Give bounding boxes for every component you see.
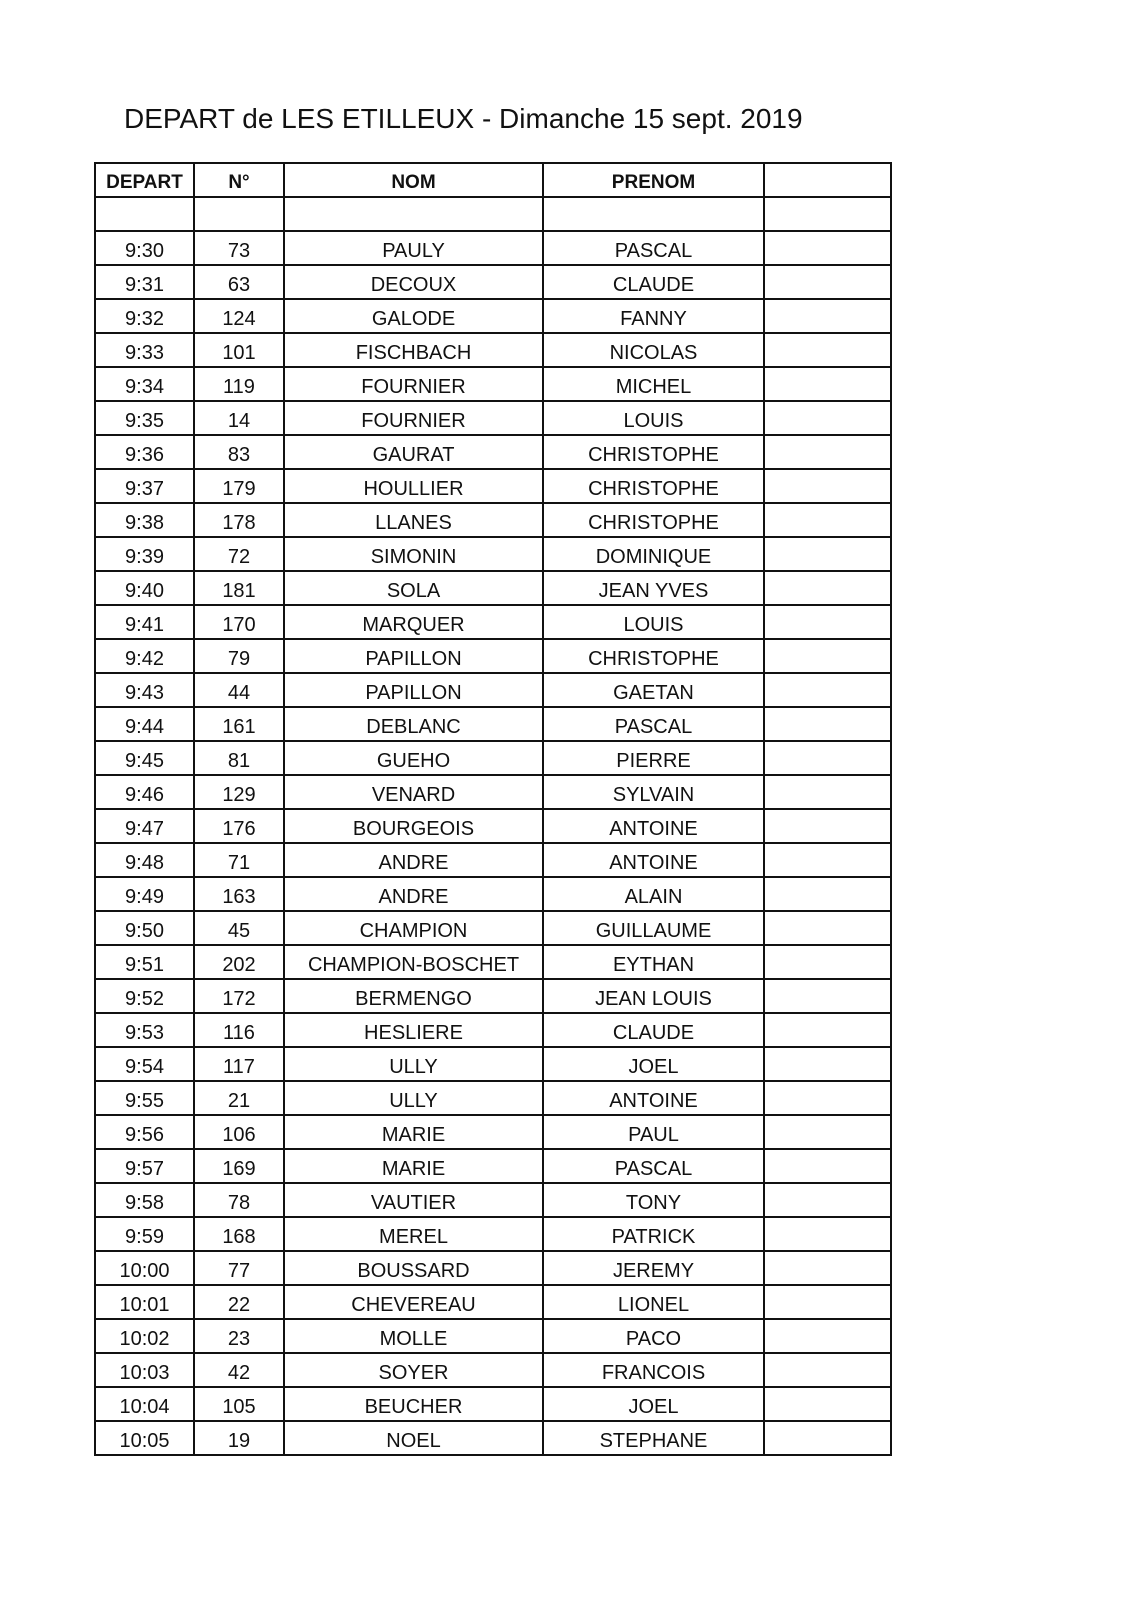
table-row — [95, 231, 891, 265]
cell-number: 72 — [194, 537, 284, 571]
table-row — [95, 605, 891, 639]
cell-number: 161 — [194, 707, 284, 741]
cell-nom: MARQUER — [284, 605, 543, 639]
cell-extra — [764, 333, 891, 367]
cell-nom: ULLY — [284, 1047, 543, 1081]
table-row — [95, 775, 891, 809]
cell-nom: SOYER — [284, 1353, 543, 1387]
cell-nom: CHEVEREAU — [284, 1285, 543, 1319]
cell-extra — [764, 673, 891, 707]
cell-number: 63 — [194, 265, 284, 299]
cell-number: 172 — [194, 979, 284, 1013]
cell-number: 14 — [194, 401, 284, 435]
table-row — [95, 945, 891, 979]
cell-nom: GUEHO — [284, 741, 543, 775]
table-row — [95, 979, 891, 1013]
header-depart: DEPART — [95, 163, 194, 197]
cell-prenom: CHRISTOPHE — [543, 639, 764, 673]
cell-extra — [764, 639, 891, 673]
cell-number: 124 — [194, 299, 284, 333]
cell-extra — [764, 1421, 891, 1455]
cell-extra — [764, 945, 891, 979]
cell-depart: 9:36 — [95, 435, 194, 469]
cell-nom: ANDRE — [284, 877, 543, 911]
cell-nom: PAULY — [284, 231, 543, 265]
cell-prenom: CHRISTOPHE — [543, 503, 764, 537]
cell-extra — [764, 265, 891, 299]
cell-depart: 9:40 — [95, 571, 194, 605]
cell-depart: 9:34 — [95, 367, 194, 401]
cell-depart: 9:45 — [95, 741, 194, 775]
cell-number: 105 — [194, 1387, 284, 1421]
cell-prenom: CLAUDE — [543, 1013, 764, 1047]
cell-nom: CHAMPION — [284, 911, 543, 945]
cell-number: 21 — [194, 1081, 284, 1115]
cell-extra — [764, 469, 891, 503]
cell-prenom: MICHEL — [543, 367, 764, 401]
page-title: DEPART de LES ETILLEUX - Dimanche 15 sept. 2019 — [124, 103, 803, 134]
table-row — [95, 1285, 891, 1319]
cell-nom: MARIE — [284, 1149, 543, 1183]
table-row — [95, 333, 891, 367]
table-row — [95, 1081, 891, 1115]
cell-nom: DECOUX — [284, 265, 543, 299]
cell-extra — [764, 1217, 891, 1251]
cell-nom: FISCHBACH — [284, 333, 543, 367]
cell-prenom: ANTOINE — [543, 1081, 764, 1115]
cell-nom: MARIE — [284, 1115, 543, 1149]
cell-extra — [764, 775, 891, 809]
cell-extra — [764, 299, 891, 333]
cell-extra — [764, 1013, 891, 1047]
cell-prenom: ALAIN — [543, 877, 764, 911]
cell-number: 117 — [194, 1047, 284, 1081]
cell-depart: 9:47 — [95, 809, 194, 843]
cell-extra — [764, 1047, 891, 1081]
cell-number: 170 — [194, 605, 284, 639]
cell-number: 45 — [194, 911, 284, 945]
table-row — [95, 367, 891, 401]
table-row — [95, 809, 891, 843]
cell-prenom: FANNY — [543, 299, 764, 333]
cell-number: 71 — [194, 843, 284, 877]
cell-nom: ANDRE — [284, 843, 543, 877]
cell-number: 169 — [194, 1149, 284, 1183]
cell-depart: 9:49 — [95, 877, 194, 911]
cell-prenom: LOUIS — [543, 401, 764, 435]
cell-depart: 9:32 — [95, 299, 194, 333]
cell-depart: 9:38 — [95, 503, 194, 537]
cell-depart: 9:51 — [95, 945, 194, 979]
cell-depart: 9:59 — [95, 1217, 194, 1251]
cell-extra — [764, 911, 891, 945]
cell-prenom: LOUIS — [543, 605, 764, 639]
cell-number: 77 — [194, 1251, 284, 1285]
cell-depart: 9:44 — [95, 707, 194, 741]
cell-prenom: JEAN YVES — [543, 571, 764, 605]
cell-extra — [764, 809, 891, 843]
cell-number: 23 — [194, 1319, 284, 1353]
cell-prenom: GAETAN — [543, 673, 764, 707]
table-row — [95, 1421, 891, 1455]
cell-prenom — [543, 197, 764, 231]
cell-prenom: GUILLAUME — [543, 911, 764, 945]
header-extra — [764, 163, 891, 197]
cell-extra — [764, 367, 891, 401]
table-row — [95, 1217, 891, 1251]
table-row — [95, 1319, 891, 1353]
cell-nom: GALODE — [284, 299, 543, 333]
cell-nom: VAUTIER — [284, 1183, 543, 1217]
cell-nom: FOURNIER — [284, 367, 543, 401]
header-number: N° — [194, 163, 284, 197]
cell-extra — [764, 1115, 891, 1149]
cell-number: 22 — [194, 1285, 284, 1319]
cell-extra — [764, 1183, 891, 1217]
table-row — [95, 503, 891, 537]
cell-prenom: PASCAL — [543, 707, 764, 741]
cell-extra — [764, 503, 891, 537]
table-row — [95, 435, 891, 469]
cell-extra — [764, 1285, 891, 1319]
cell-number: 119 — [194, 367, 284, 401]
cell-extra — [764, 1149, 891, 1183]
cell-number: 168 — [194, 1217, 284, 1251]
cell-nom: SIMONIN — [284, 537, 543, 571]
cell-number: 116 — [194, 1013, 284, 1047]
cell-extra — [764, 979, 891, 1013]
cell-nom: HESLIERE — [284, 1013, 543, 1047]
cell-number: 78 — [194, 1183, 284, 1217]
cell-number: 79 — [194, 639, 284, 673]
cell-extra — [764, 1387, 891, 1421]
cell-depart: 9:30 — [95, 231, 194, 265]
table-row — [95, 843, 891, 877]
cell-extra — [764, 877, 891, 911]
cell-prenom: PATRICK — [543, 1217, 764, 1251]
table-row — [95, 741, 891, 775]
cell-extra — [764, 197, 891, 231]
cell-prenom: PAUL — [543, 1115, 764, 1149]
cell-prenom: PACO — [543, 1319, 764, 1353]
cell-nom: HOULLIER — [284, 469, 543, 503]
table-row — [95, 1183, 891, 1217]
table-row — [95, 673, 891, 707]
cell-prenom: PIERRE — [543, 741, 764, 775]
table-body — [95, 197, 891, 1455]
cell-nom — [284, 197, 543, 231]
header-prenom: PRENOM — [543, 163, 764, 197]
cell-number — [194, 197, 284, 231]
cell-number: 163 — [194, 877, 284, 911]
table-row — [95, 571, 891, 605]
cell-number: 178 — [194, 503, 284, 537]
cell-number: 106 — [194, 1115, 284, 1149]
table-row — [95, 707, 891, 741]
cell-extra — [764, 741, 891, 775]
cell-depart: 9:37 — [95, 469, 194, 503]
cell-nom: MOLLE — [284, 1319, 543, 1353]
cell-depart: 9:53 — [95, 1013, 194, 1047]
table-row — [95, 1251, 891, 1285]
cell-extra — [764, 231, 891, 265]
cell-nom: BERMENGO — [284, 979, 543, 1013]
cell-extra — [764, 1251, 891, 1285]
cell-depart: 9:43 — [95, 673, 194, 707]
cell-depart: 9:35 — [95, 401, 194, 435]
cell-nom: FOURNIER — [284, 401, 543, 435]
cell-extra — [764, 1081, 891, 1115]
table-row — [95, 299, 891, 333]
cell-depart: 9:33 — [95, 333, 194, 367]
cell-prenom: PASCAL — [543, 1149, 764, 1183]
cell-nom: DEBLANC — [284, 707, 543, 741]
cell-extra — [764, 843, 891, 877]
cell-nom: PAPILLON — [284, 639, 543, 673]
cell-prenom: SYLVAIN — [543, 775, 764, 809]
cell-depart: 10:02 — [95, 1319, 194, 1353]
cell-depart: 9:55 — [95, 1081, 194, 1115]
cell-number: 181 — [194, 571, 284, 605]
cell-nom: MEREL — [284, 1217, 543, 1251]
cell-depart: 9:31 — [95, 265, 194, 299]
cell-depart: 9:41 — [95, 605, 194, 639]
table-row — [95, 401, 891, 435]
cell-prenom: FRANCOIS — [543, 1353, 764, 1387]
cell-prenom: ANTOINE — [543, 843, 764, 877]
cell-extra — [764, 571, 891, 605]
table-row — [95, 265, 891, 299]
cell-prenom: EYTHAN — [543, 945, 764, 979]
cell-depart: 9:52 — [95, 979, 194, 1013]
cell-depart: 9:50 — [95, 911, 194, 945]
cell-number: 176 — [194, 809, 284, 843]
table-row — [95, 1013, 891, 1047]
cell-prenom: CHRISTOPHE — [543, 469, 764, 503]
cell-extra — [764, 537, 891, 571]
cell-prenom: LIONEL — [543, 1285, 764, 1319]
cell-depart: 9:54 — [95, 1047, 194, 1081]
cell-nom: SOLA — [284, 571, 543, 605]
cell-nom: BOUSSARD — [284, 1251, 543, 1285]
table-row — [95, 1353, 891, 1387]
cell-number: 83 — [194, 435, 284, 469]
cell-nom: LLANES — [284, 503, 543, 537]
cell-depart — [95, 197, 194, 231]
cell-depart: 10:01 — [95, 1285, 194, 1319]
cell-number: 73 — [194, 231, 284, 265]
cell-prenom: JEREMY — [543, 1251, 764, 1285]
cell-depart: 10:00 — [95, 1251, 194, 1285]
cell-nom: BOURGEOIS — [284, 809, 543, 843]
cell-depart: 10:03 — [95, 1353, 194, 1387]
header-row — [95, 163, 891, 197]
cell-prenom: DOMINIQUE — [543, 537, 764, 571]
cell-number: 179 — [194, 469, 284, 503]
cell-prenom: CLAUDE — [543, 265, 764, 299]
cell-prenom: PASCAL — [543, 231, 764, 265]
cell-depart: 9:56 — [95, 1115, 194, 1149]
cell-number: 129 — [194, 775, 284, 809]
cell-depart: 9:57 — [95, 1149, 194, 1183]
cell-number: 44 — [194, 673, 284, 707]
cell-extra — [764, 435, 891, 469]
table-row — [95, 469, 891, 503]
cell-depart: 10:05 — [95, 1421, 194, 1455]
cell-depart: 9:48 — [95, 843, 194, 877]
cell-depart: 9:39 — [95, 537, 194, 571]
cell-number: 202 — [194, 945, 284, 979]
cell-extra — [764, 1319, 891, 1353]
cell-prenom: JEAN LOUIS — [543, 979, 764, 1013]
table-row — [95, 1387, 891, 1421]
cell-prenom: STEPHANE — [543, 1421, 764, 1455]
table-row — [95, 911, 891, 945]
cell-depart: 9:58 — [95, 1183, 194, 1217]
table-header — [95, 163, 891, 197]
cell-prenom: TONY — [543, 1183, 764, 1217]
cell-prenom: JOEL — [543, 1387, 764, 1421]
cell-extra — [764, 401, 891, 435]
cell-nom: ULLY — [284, 1081, 543, 1115]
table-row — [95, 537, 891, 571]
cell-prenom: ANTOINE — [543, 809, 764, 843]
table-row — [95, 1149, 891, 1183]
cell-number: 42 — [194, 1353, 284, 1387]
cell-prenom: CHRISTOPHE — [543, 435, 764, 469]
cell-depart: 9:46 — [95, 775, 194, 809]
cell-prenom: NICOLAS — [543, 333, 764, 367]
cell-number: 101 — [194, 333, 284, 367]
cell-prenom: JOEL — [543, 1047, 764, 1081]
cell-nom: BEUCHER — [284, 1387, 543, 1421]
table-row — [95, 639, 891, 673]
start-list-table — [94, 162, 892, 1456]
table-row — [95, 1047, 891, 1081]
cell-extra — [764, 1353, 891, 1387]
header-nom: NOM — [284, 163, 543, 197]
cell-nom: NOEL — [284, 1421, 543, 1455]
cell-number: 81 — [194, 741, 284, 775]
cell-number: 19 — [194, 1421, 284, 1455]
cell-nom: CHAMPION-BOSCHET — [284, 945, 543, 979]
cell-depart: 9:42 — [95, 639, 194, 673]
cell-nom: VENARD — [284, 775, 543, 809]
cell-depart: 10:04 — [95, 1387, 194, 1421]
table-row — [95, 1115, 891, 1149]
table-row — [95, 877, 891, 911]
cell-nom: PAPILLON — [284, 673, 543, 707]
table-row — [95, 197, 891, 231]
cell-extra — [764, 707, 891, 741]
cell-nom: GAURAT — [284, 435, 543, 469]
cell-extra — [764, 605, 891, 639]
